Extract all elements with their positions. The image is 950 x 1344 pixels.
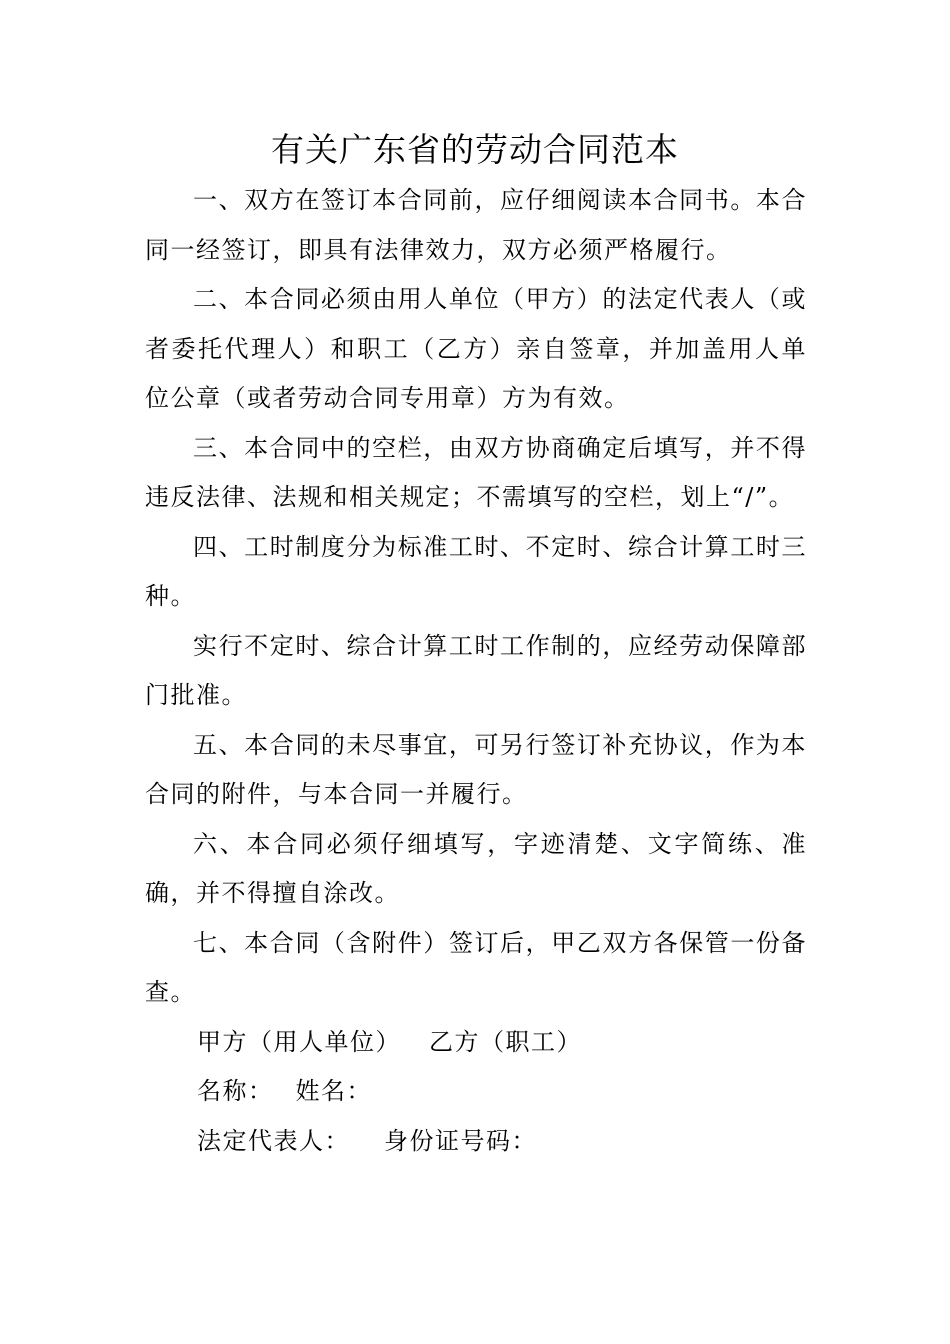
paragraph-6: 五、本合同的未尽事宜，可另行签订补充协议，作为本合同的附件，与本合同一并履行。 [145, 730, 807, 808]
paragraph-2: 二、本合同必须由用人单位（甲方）的法定代表人（或者委托代理人）和职工（乙方）亲自签章，并加盖用人单位公章（或者劳动合同专用章）方为有效。 [145, 285, 807, 412]
name-a-label: 名称： [197, 1077, 274, 1105]
paragraph-1: 一、双方在签订本合同前，应仔细阅读本合同书。本合同一经签订，即具有法律效力，双方必须严格履行。 [145, 186, 807, 264]
party-a-label: 甲方（用人单位） [197, 1027, 401, 1056]
name-b-label: 姓名： [295, 1077, 372, 1105]
signature-parties-row [145, 1018, 807, 1068]
paragraph-4: 四、工时制度分为标准工时、不定时、综合计算工时三种。 [145, 532, 807, 610]
document-title: 有关广东省的劳动合同范本 [271, 130, 679, 169]
paragraph-7: 六、本合同必须仔细填写，字迹清楚、文字简练、准确，并不得擅自涂改。 [145, 829, 807, 907]
id-number-label: 身份证号码： [384, 1126, 537, 1155]
legal-rep-label: 法定代表人： [197, 1126, 350, 1155]
signature-name-row [145, 1067, 807, 1117]
document-body [145, 176, 807, 1166]
paragraph-8: 七、本合同（含附件）签订后，甲乙双方各保管一份备查。 [145, 928, 807, 1006]
paragraph-5: 实行不定时、综合计算工时工作制的，应经劳动保障部门批准。 [145, 631, 807, 709]
paragraph-3: 三、本合同中的空栏，由双方协商确定后填写，并不得违反法律、法规和相关规定；不需填写的空栏，划上“/”。 [145, 433, 807, 511]
party-b-label: 乙方（职工） [429, 1027, 582, 1056]
signature-rep-row [145, 1117, 807, 1167]
